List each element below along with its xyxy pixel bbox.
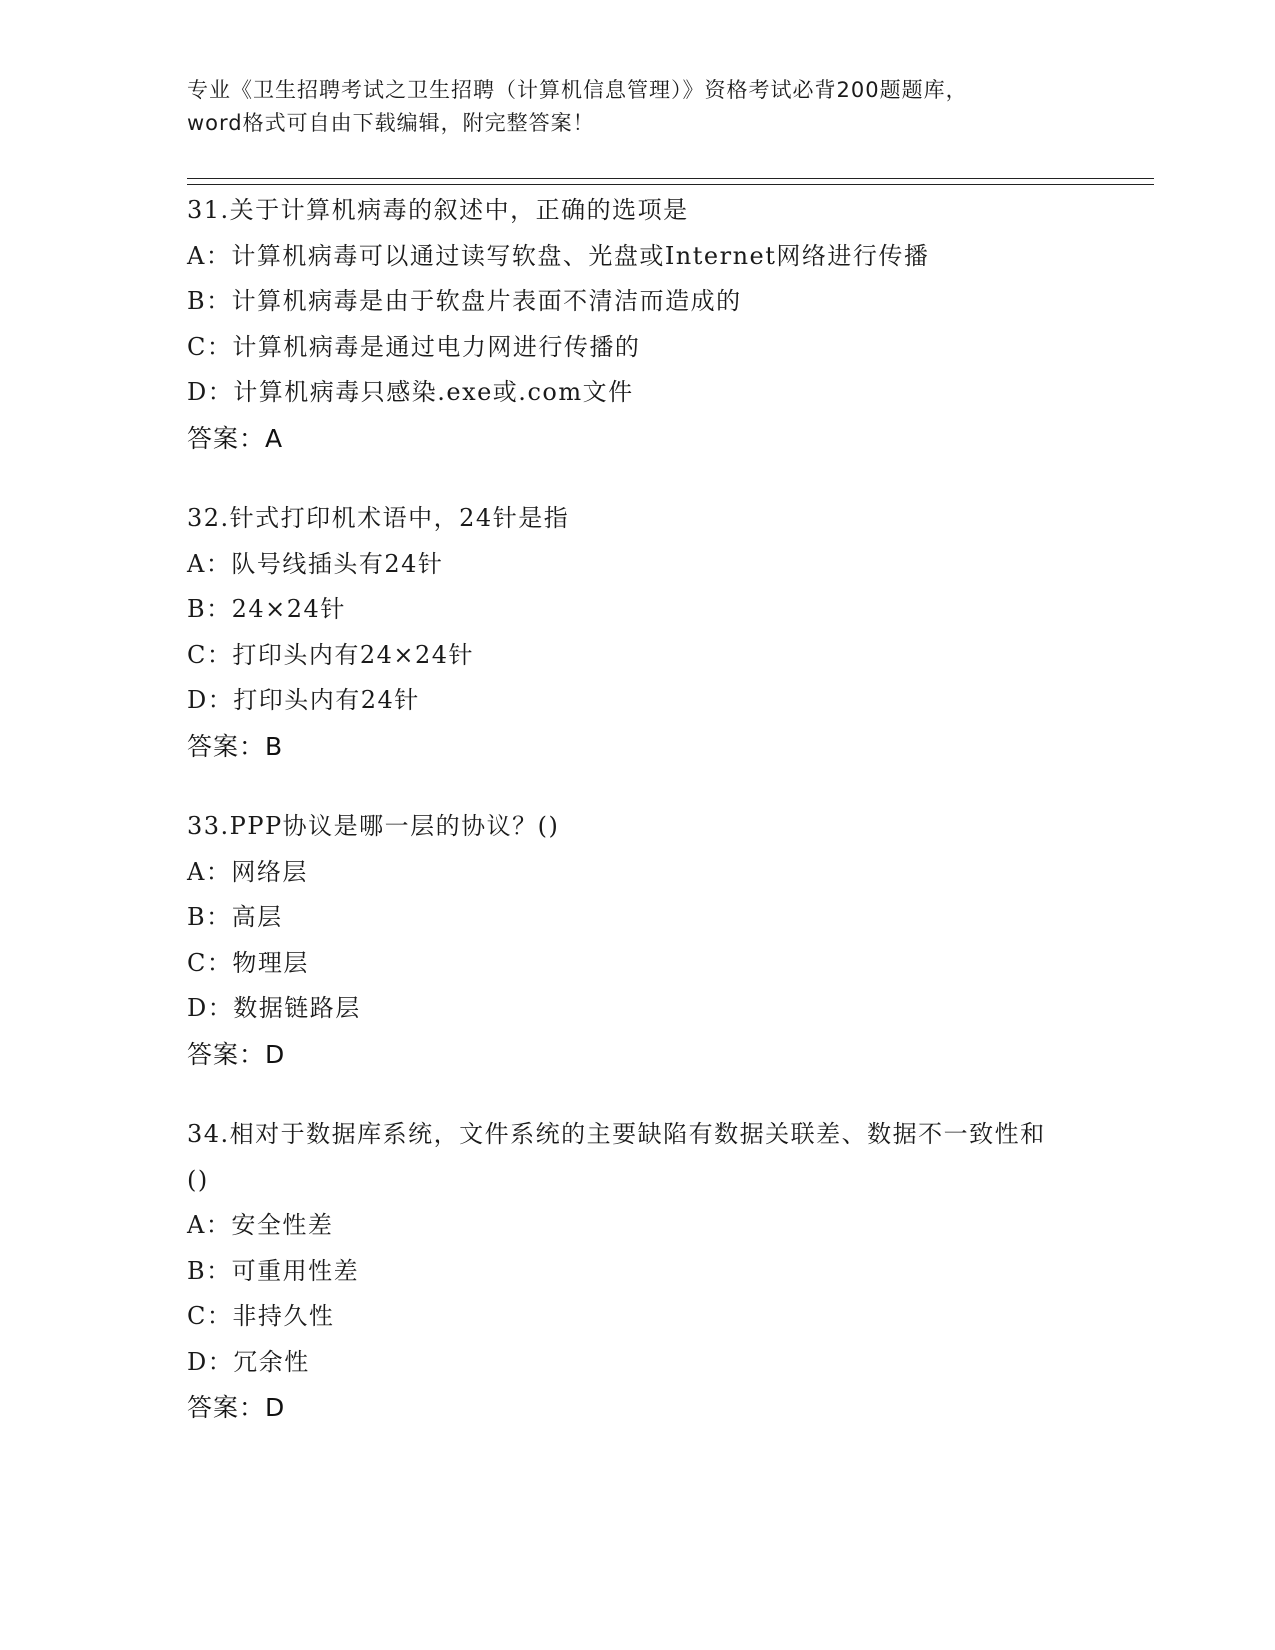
question-31 [187,188,1087,461]
answer-label: 答案：A [187,423,284,453]
answer-label: 答案：B [187,731,284,761]
option-c: C：非持久性 [187,1302,335,1330]
question-list [187,188,1087,1466]
option-b: B：高层 [187,903,283,931]
header-divider-top [187,178,1154,179]
option-c: C：计算机病毒是通过电力网进行传播的 [187,332,641,361]
question-stem: 34.相对于数据库系统，文件系统的主要缺陷有数据关联差、数据不一致性和() [187,1120,1046,1194]
option-d: D：打印头内有24针 [187,686,420,714]
option-a: A：计算机病毒可以通过读写软盘、光盘或Internet网络进行传播 [187,241,930,270]
header-line-2: word格式可自由下载编辑，附完整答案！ [187,111,595,135]
option-c: C：物理层 [187,948,309,977]
option-b: B：计算机病毒是由于软盘片表面不清洁而造成的 [187,287,742,315]
question-34 [187,1112,1087,1431]
document-header [187,74,1087,140]
option-b: B：24×24针 [187,595,346,623]
option-c: C：打印头内有24×24针 [187,640,475,669]
answer-label: 答案：D [187,1039,286,1069]
option-a: A：网络层 [187,857,308,886]
question-stem: 32.针式打印机术语中，24针是指 [187,504,570,532]
question-stem: 31.关于计算机病毒的叙述中，正确的选项是 [187,196,689,224]
header-line-1: 专业《卫生招聘考试之卫生招聘（计算机信息管理）》资格考试必背200题题库， [187,78,968,102]
question-stem: 33.PPP协议是哪一层的协议？() [187,812,560,840]
option-d: D：数据链路层 [187,994,361,1022]
question-33 [187,804,1087,1077]
option-d: D：冗余性 [187,1347,310,1376]
header-divider-bottom [187,184,1154,185]
option-a: A：安全性差 [187,1211,334,1239]
answer-label: 答案：D [187,1393,286,1422]
option-b: B：可重用性差 [187,1256,360,1285]
option-a: A：队号线插头有24针 [187,549,444,578]
question-32 [187,496,1087,769]
option-d: D：计算机病毒只感染.exe或.com文件 [187,378,634,406]
